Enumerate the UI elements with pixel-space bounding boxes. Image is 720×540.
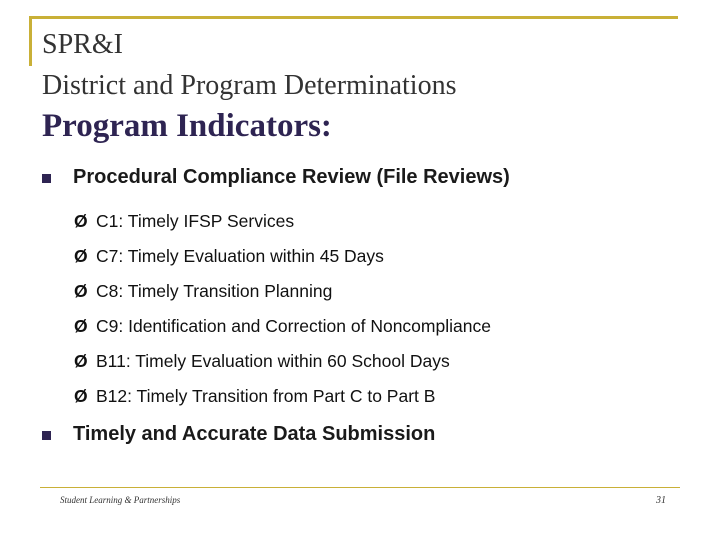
sub-item [74, 211, 294, 232]
slide-title-line-2: District and Program Determinations [42, 70, 457, 101]
arrow-bullet-icon: Ø [74, 281, 88, 301]
sub-item [74, 351, 450, 372]
arrow-bullet-icon: Ø [74, 316, 88, 336]
sub-item [74, 386, 435, 407]
title-decoration-left-bar [29, 16, 32, 66]
sub-item [74, 281, 332, 302]
sub-item-text: C7: Timely Evaluation within 45 Days [96, 246, 384, 266]
sub-item-text: B12: Timely Transition from Part C to Part B [96, 386, 436, 406]
bullet-procedural-compliance: Procedural Compliance Review (File Reviews) [73, 166, 510, 188]
page-number: 31 [656, 495, 666, 506]
arrow-bullet-icon: Ø [74, 246, 88, 266]
footer-divider [40, 487, 680, 488]
arrow-bullet-icon: Ø [74, 351, 88, 371]
sub-item-text: C9: Identification and Correction of Noncompliance [96, 316, 491, 336]
arrow-bullet-icon: Ø [74, 386, 88, 406]
sub-item [74, 316, 491, 337]
footer-organization: Student Learning & Partnerships [60, 495, 181, 505]
sub-item [74, 246, 384, 267]
square-bullet-icon [42, 431, 51, 440]
bullet-data-submission: Timely and Accurate Data Submission [73, 423, 436, 445]
square-bullet-icon [42, 174, 51, 183]
title-decoration-top-bar [29, 16, 678, 19]
sub-item-text: C1: Timely IFSP Services [96, 211, 295, 231]
slide-title-line-1: SPR&I [42, 29, 123, 60]
sub-item-text: B11: Timely Evaluation within 60 School Days [96, 351, 450, 371]
slide-heading: Program Indicators: [42, 108, 332, 144]
sub-item-text: C8: Timely Transition Planning [96, 281, 333, 301]
arrow-bullet-icon: Ø [74, 211, 88, 231]
